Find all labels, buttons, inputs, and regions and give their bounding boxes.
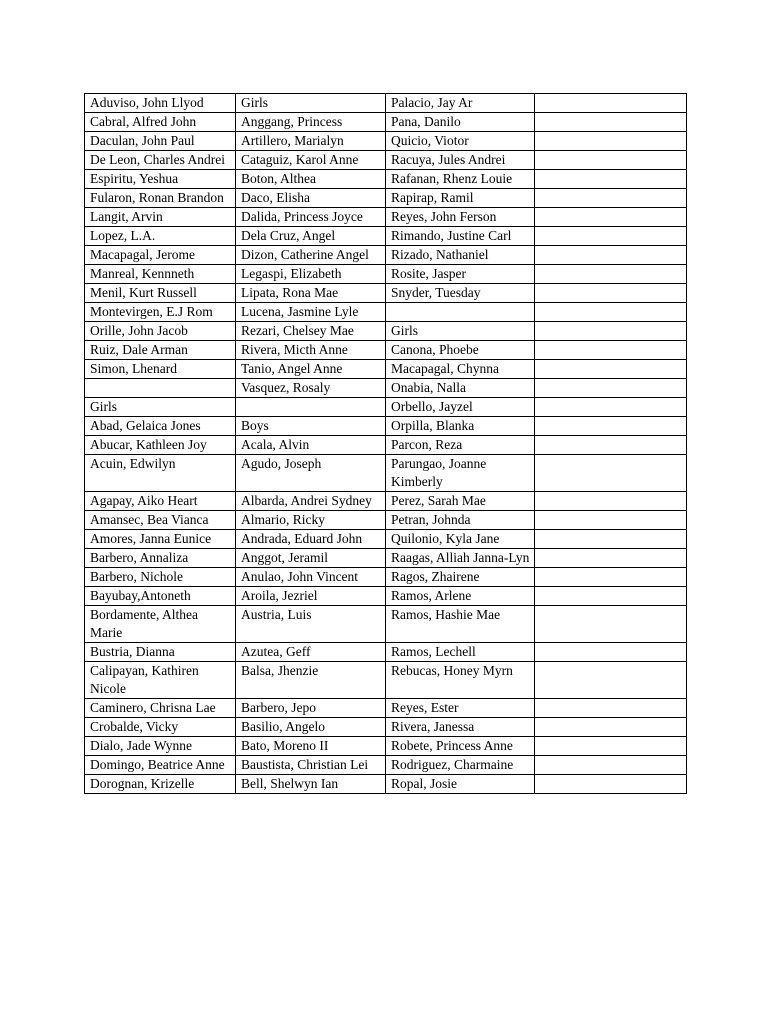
table-cell: Anulao, John Vincent xyxy=(236,568,386,587)
table-cell xyxy=(535,436,687,455)
table-cell: Girls xyxy=(85,398,236,417)
table-cell: Simon, Lhenard xyxy=(85,360,236,379)
table-cell: Rimando, Justine Carl xyxy=(386,227,535,246)
table-cell: Vasquez, Rosaly xyxy=(236,379,386,398)
table-cell: Domingo, Beatrice Anne xyxy=(85,756,236,775)
table-cell: Racuya, Jules Andrei xyxy=(386,151,535,170)
table-cell: Artillero, Marialyn xyxy=(236,132,386,151)
table-cell xyxy=(535,379,687,398)
table-cell: Bustria, Dianna xyxy=(85,643,236,662)
table-cell xyxy=(535,151,687,170)
table-cell: Lipata, Rona Mae xyxy=(236,284,386,303)
table-cell: Orille, John Jacob xyxy=(85,322,236,341)
table-cell: Reyes, Ester xyxy=(386,699,535,718)
table-cell: Azutea, Geff xyxy=(236,643,386,662)
table-cell: Parungao, Joanne Kimberly xyxy=(386,455,535,492)
table-cell: Onabia, Nalla xyxy=(386,379,535,398)
table-cell: Tanio, Angel Anne xyxy=(236,360,386,379)
table-cell: Caminero, Chrisna Lae xyxy=(85,699,236,718)
table-cell: Cabral, Alfred John xyxy=(85,113,236,132)
table-cell: Amores, Janna Eunice xyxy=(85,530,236,549)
table-cell: Montevirgen, E.J Rom xyxy=(85,303,236,322)
table-cell: Aduviso, John Llyod xyxy=(85,94,236,113)
table-cell: Anggot, Jeramil xyxy=(236,549,386,568)
table-cell xyxy=(236,398,386,417)
table-cell xyxy=(535,455,687,492)
table-cell xyxy=(535,113,687,132)
table-cell xyxy=(535,643,687,662)
table-cell: De Leon, Charles Andrei xyxy=(85,151,236,170)
table-row xyxy=(85,132,687,151)
table-cell: Anggang, Princess xyxy=(236,113,386,132)
table-cell: Rezari, Chelsey Mae xyxy=(236,322,386,341)
table-cell xyxy=(535,341,687,360)
table-cell xyxy=(535,530,687,549)
table-cell: Calipayan, Kathiren Nicole xyxy=(85,662,236,699)
table-row xyxy=(85,170,687,189)
table-row xyxy=(85,662,687,699)
table-cell xyxy=(535,549,687,568)
table-cell xyxy=(85,379,236,398)
table-cell: Barbero, Jepo xyxy=(236,699,386,718)
table-cell: Abad, Gelaica Jones xyxy=(85,417,236,436)
table-cell: Palacio, Jay Ar xyxy=(386,94,535,113)
table-cell: Macapagal, Jerome xyxy=(85,246,236,265)
table-row xyxy=(85,265,687,284)
table-cell xyxy=(535,662,687,699)
table-cell: Albarda, Andrei Sydney xyxy=(236,492,386,511)
table-cell: Rosite, Jasper xyxy=(386,265,535,284)
table-cell: Rapirap, Ramil xyxy=(386,189,535,208)
roster-table-body xyxy=(85,94,687,794)
table-row xyxy=(85,246,687,265)
table-cell xyxy=(535,360,687,379)
table-cell xyxy=(535,265,687,284)
table-row xyxy=(85,718,687,737)
table-cell: Orbello, Jayzel xyxy=(386,398,535,417)
table-cell: Pana, Danilo xyxy=(386,113,535,132)
table-cell: Ragos, Zhairene xyxy=(386,568,535,587)
table-cell: Dela Cruz, Angel xyxy=(236,227,386,246)
table-cell xyxy=(535,132,687,151)
table-row xyxy=(85,398,687,417)
table-row xyxy=(85,94,687,113)
table-row xyxy=(85,113,687,132)
name-roster-table xyxy=(84,93,687,794)
table-cell xyxy=(535,322,687,341)
table-cell xyxy=(535,417,687,436)
table-cell: Agapay, Aiko Heart xyxy=(85,492,236,511)
table-cell: Aroila, Jezriel xyxy=(236,587,386,606)
table-cell: Barbero, Annaliza xyxy=(85,549,236,568)
table-cell: Dalida, Princess Joyce xyxy=(236,208,386,227)
table-cell xyxy=(535,398,687,417)
table-cell: Dialo, Jade Wynne xyxy=(85,737,236,756)
table-row xyxy=(85,436,687,455)
table-cell xyxy=(535,492,687,511)
table-cell: Ropal, Josie xyxy=(386,775,535,794)
table-row xyxy=(85,549,687,568)
table-cell: Lopez, L.A. xyxy=(85,227,236,246)
table-row xyxy=(85,643,687,662)
table-cell: Daco, Elisha xyxy=(236,189,386,208)
table-cell: Almario, Ricky xyxy=(236,511,386,530)
table-row xyxy=(85,530,687,549)
table-cell: Rebucas, Honey Myrn xyxy=(386,662,535,699)
table-cell xyxy=(535,303,687,322)
table-cell: Manreal, Kennneth xyxy=(85,265,236,284)
table-cell xyxy=(535,568,687,587)
table-cell: Legaspi, Elizabeth xyxy=(236,265,386,284)
table-cell xyxy=(535,775,687,794)
table-row xyxy=(85,227,687,246)
table-cell: Robete, Princess Anne xyxy=(386,737,535,756)
table-cell: Rivera, Janessa xyxy=(386,718,535,737)
table-cell: Perez, Sarah Mae xyxy=(386,492,535,511)
table-cell xyxy=(535,246,687,265)
table-cell: Menil, Kurt Russell xyxy=(85,284,236,303)
table-cell: Ramos, Lechell xyxy=(386,643,535,662)
table-cell: Bordamente, Althea Marie xyxy=(85,606,236,643)
table-cell: Reyes, John Ferson xyxy=(386,208,535,227)
table-cell: Daculan, John Paul xyxy=(85,132,236,151)
table-row xyxy=(85,322,687,341)
table-cell: Bell, Shelwyn Ian xyxy=(236,775,386,794)
table-row xyxy=(85,151,687,170)
table-row xyxy=(85,360,687,379)
table-row xyxy=(85,587,687,606)
table-row xyxy=(85,492,687,511)
table-cell: Ramos, Hashie Mae xyxy=(386,606,535,643)
table-row xyxy=(85,417,687,436)
table-cell: Quicio, Viotor xyxy=(386,132,535,151)
table-cell: Rodriguez, Charmaine xyxy=(386,756,535,775)
table-row xyxy=(85,511,687,530)
table-row xyxy=(85,775,687,794)
table-cell: Austria, Luis xyxy=(236,606,386,643)
table-cell: Petran, Johnda xyxy=(386,511,535,530)
table-cell xyxy=(535,94,687,113)
table-cell xyxy=(535,284,687,303)
table-row xyxy=(85,189,687,208)
table-cell xyxy=(535,511,687,530)
table-row xyxy=(85,208,687,227)
table-cell: Macapagal, Chynna xyxy=(386,360,535,379)
table-cell: Andrada, Eduard John xyxy=(236,530,386,549)
table-cell: Ruiz, Dale Arman xyxy=(85,341,236,360)
table-cell xyxy=(535,227,687,246)
table-cell: Parcon, Reza xyxy=(386,436,535,455)
table-cell: Ramos, Arlene xyxy=(386,587,535,606)
table-cell xyxy=(535,606,687,643)
table-cell: Balsa, Jhenzie xyxy=(236,662,386,699)
table-cell: Baustista, Christian Lei xyxy=(236,756,386,775)
table-cell: Snyder, Tuesday xyxy=(386,284,535,303)
table-row xyxy=(85,284,687,303)
table-cell: Agudo, Joseph xyxy=(236,455,386,492)
table-cell: Dizon, Catherine Angel xyxy=(236,246,386,265)
table-cell: Crobalde, Vicky xyxy=(85,718,236,737)
table-cell: Rafanan, Rhenz Louie xyxy=(386,170,535,189)
table-cell: Bayubay,Antoneth xyxy=(85,587,236,606)
table-row xyxy=(85,303,687,322)
table-cell: Basilio, Angelo xyxy=(236,718,386,737)
table-cell xyxy=(535,699,687,718)
table-cell: Raagas, Alliah Janna-Lyn xyxy=(386,549,535,568)
table-row xyxy=(85,379,687,398)
table-cell: Dorognan, Krizelle xyxy=(85,775,236,794)
table-cell: Rizado, Nathaniel xyxy=(386,246,535,265)
table-cell: Rivera, Micth Anne xyxy=(236,341,386,360)
table-cell xyxy=(535,737,687,756)
table-cell: Canona, Phoebe xyxy=(386,341,535,360)
table-row xyxy=(85,606,687,643)
table-row xyxy=(85,737,687,756)
table-cell: Acala, Alvin xyxy=(236,436,386,455)
table-cell: Acuin, Edwilyn xyxy=(85,455,236,492)
table-cell: Langit, Arvin xyxy=(85,208,236,227)
table-cell: Boys xyxy=(236,417,386,436)
table-row xyxy=(85,756,687,775)
table-cell: Abucar, Kathleen Joy xyxy=(85,436,236,455)
table-cell: Fularon, Ronan Brandon xyxy=(85,189,236,208)
table-cell xyxy=(535,587,687,606)
table-cell: Barbero, Nichole xyxy=(85,568,236,587)
table-cell xyxy=(386,303,535,322)
table-cell xyxy=(535,756,687,775)
table-cell: Amansec, Bea Vianca xyxy=(85,511,236,530)
table-cell xyxy=(535,189,687,208)
table-cell: Espiritu, Yeshua xyxy=(85,170,236,189)
table-row xyxy=(85,341,687,360)
table-cell: Girls xyxy=(386,322,535,341)
table-cell: Bato, Moreno II xyxy=(236,737,386,756)
table-row xyxy=(85,568,687,587)
table-cell: Lucena, Jasmine Lyle xyxy=(236,303,386,322)
table-cell: Boton, Althea xyxy=(236,170,386,189)
table-cell: Orpilla, Blanka xyxy=(386,417,535,436)
table-cell xyxy=(535,718,687,737)
table-cell xyxy=(535,208,687,227)
table-cell: Girls xyxy=(236,94,386,113)
table-row xyxy=(85,699,687,718)
table-cell xyxy=(535,170,687,189)
table-cell: Quilonio, Kyla Jane xyxy=(386,530,535,549)
table-cell: Cataguiz, Karol Anne xyxy=(236,151,386,170)
table-row xyxy=(85,455,687,492)
